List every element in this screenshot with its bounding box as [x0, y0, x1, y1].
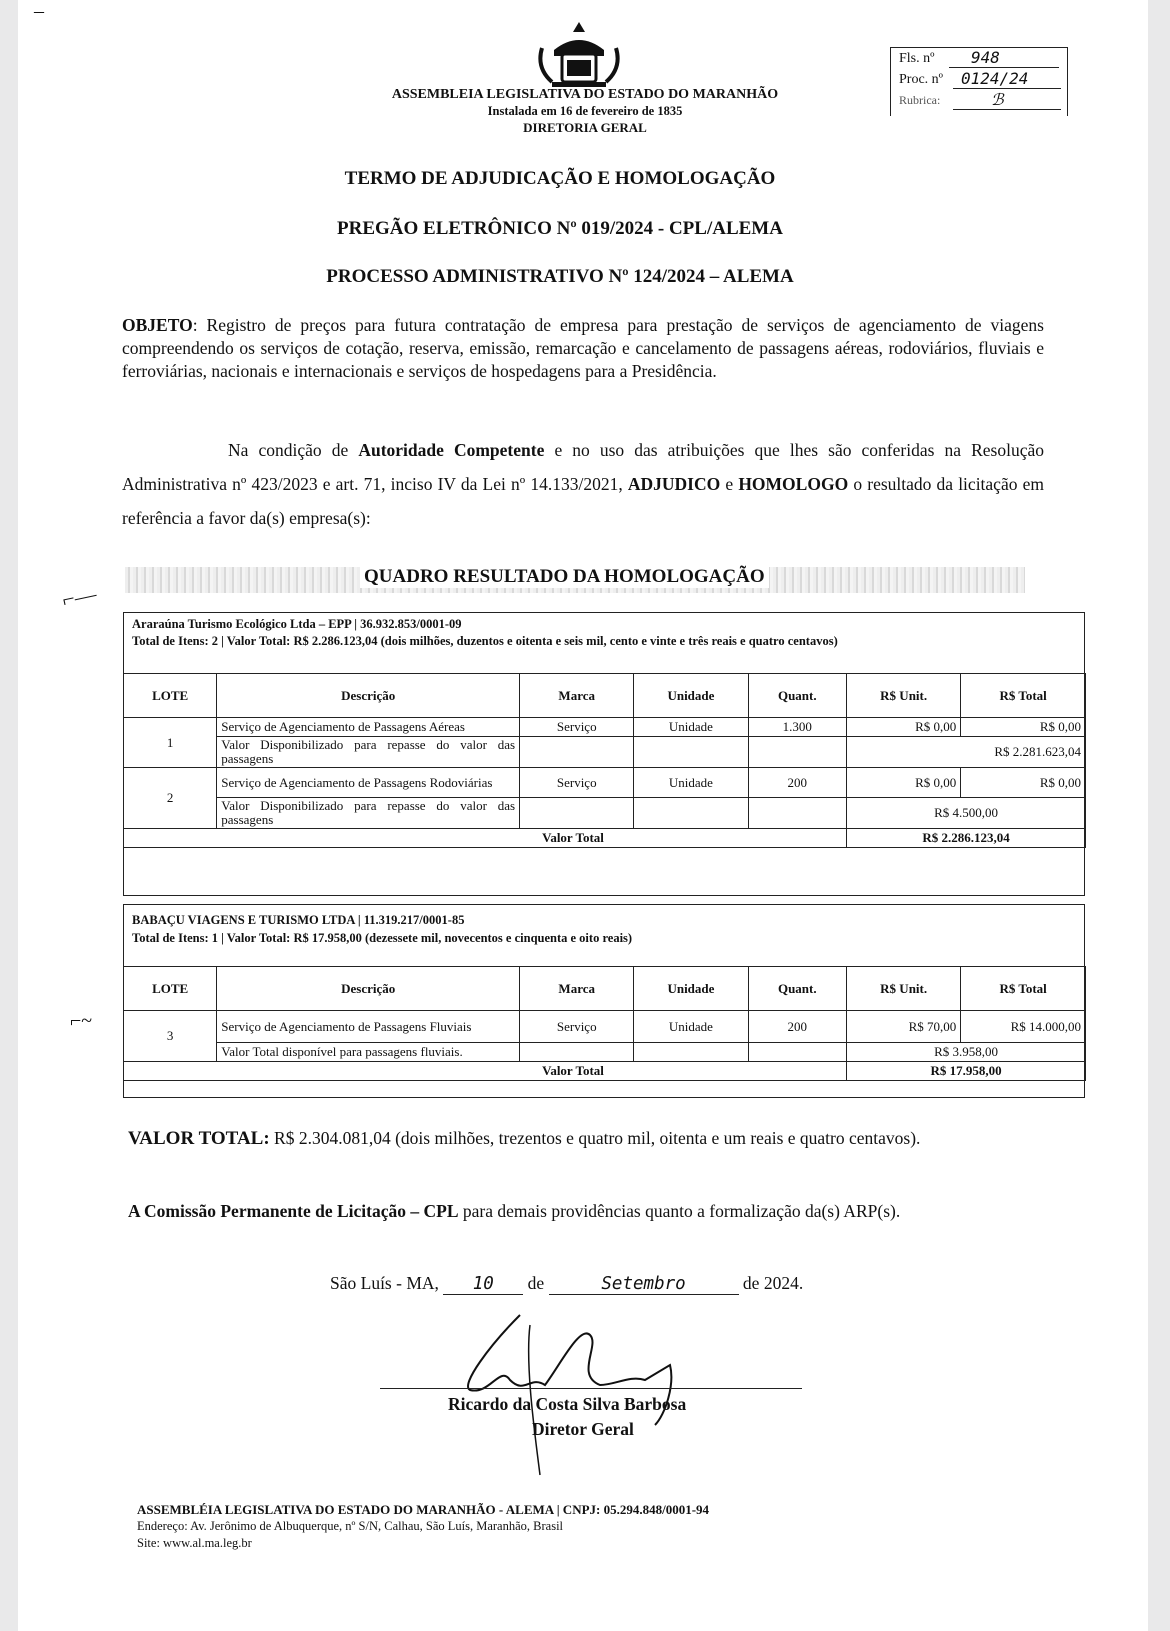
signatory-role: Diretor Geral — [532, 1419, 634, 1439]
date-month: Setembro — [549, 1274, 739, 1295]
pen-mark: ⌐~ — [70, 1010, 93, 1032]
table-row: Valor Disponibilizado para repasse do valor das passagens R$ 4.500,00 — [124, 798, 1086, 829]
folio-stamp — [890, 47, 1068, 116]
doc-title: TERMO DE ADJUDICAÇÃO E HOMOLOGAÇÃO — [344, 168, 776, 189]
company-total: Total de Itens: 2 | Valor Total: R$ 2.286.123,04 (dois milhões, duzentos e oitenta e seis mil, cento e vinte e três reais e quatro centavos) — [132, 634, 838, 648]
valor-total-row: Valor Total R$ 17.958,00 — [124, 1062, 1086, 1081]
company-name: BABAÇU VIAGENS E TURISMO LTDA | 11.319.217/0001-85 — [132, 913, 465, 927]
quadro-title: QUADRO RESULTADO DA HOMOLOGAÇÃO — [360, 566, 769, 588]
objeto-text: : Registro de preços para futura contratação de empresa para prestação de serviços de agenciamento de viagens compreendendo os serviços de cotação, reserva, emissão, remarcação e cancelamento de passagens aéreas, rodoviários, fluviais e ferroviárias, nacionais e internacionais e serviços de hospedagens para a Presidência. — [122, 315, 1044, 381]
signature-line — [380, 1388, 802, 1389]
rubrica-label: Rubrica: — [899, 93, 941, 107]
scan-mark: – — [34, 0, 44, 22]
processo-title: PROCESSO ADMINISTRATIVO Nº 124/2024 – ALEMA — [326, 266, 794, 287]
proc-value: 0124/24 — [961, 69, 1029, 88]
table-row: 2 Serviço de Agenciamento de Passagens Rodoviárias Serviço Unidade 200 R$ 0,00 R$ 0,00 — [124, 768, 1086, 798]
adjudication-paragraph: Na condição de Autoridade Competente e no uso das atribuições que lhes são conferidas na Resolução Administrativa nº 423/2023 e art. 71, inciso IV da Lei nº 14.133/2021, ADJUDICO e HOMOLOGO o resultado da licitação em referência a favor da(s) empresa(s): — [122, 440, 1044, 528]
company-name: Araraúna Turismo Ecológico Ltda – EPP | 36.932.853/0001-09 — [132, 617, 462, 631]
institution-name: ASSEMBLEIA LEGISLATIVA DO ESTADO DO MARANHÃO — [391, 87, 779, 102]
table-row: Valor Total disponível para passagens fluviais. R$ 3.958,00 — [124, 1043, 1086, 1062]
table-row: Valor Disponibilizado para repasse do valor das passagens R$ 2.281.623,04 — [124, 737, 1086, 768]
signatory-name: Ricardo da Costa Silva Barbosa — [448, 1394, 687, 1414]
table-row: 1 Serviço de Agenciamento de Passagens Aéreas Serviço Unidade 1.300 R$ 0,00 R$ 0,00 — [124, 718, 1086, 737]
company-total: Total de Itens: 1 | Valor Total: R$ 17.958,00 (dezessete mil, novecentos e cinquenta e oito reais) — [132, 931, 633, 945]
valor-total-row: Valor Total R$ 2.286.123,04 — [124, 829, 1086, 848]
date-day: 10 — [443, 1274, 523, 1295]
objeto-label: OBJETO — [122, 315, 193, 335]
directorate: DIRETORIA GERAL — [523, 120, 647, 135]
proc-label: Proc. nº — [899, 72, 944, 87]
objeto-paragraph — [122, 314, 1044, 383]
valor-total-paragraph — [128, 1125, 1048, 1152]
rubrica-value: ℬ — [991, 90, 1004, 109]
coat-of-arms-icon — [534, 20, 624, 90]
valor-total-label: VALOR TOTAL: — [128, 1128, 270, 1149]
date-line: São Luís - MA, 10 de Setembro de 2024. — [330, 1273, 804, 1294]
cpl-paragraph: A Comissão Permanente de Licitação – CPL para demais providências quanto a formalização da(s) ARP(s). — [128, 1201, 901, 1221]
installed-date: Instalada em 16 de fevereiro de 1835 — [487, 104, 683, 118]
results-table-2: LOTE Descrição Marca Unidade Quant. R$ Unit. R$ Total 3 Serviço de Agenciamento de Passagens Fluviais Serviço Unidade 200 R$ 70,00 R$ 14.000,00 Valor Total disponível para passagens fluviais. R$ 3.958,00 Valor Total R$ 17.958,00 — [123, 966, 1086, 1081]
fls-value: 948 — [971, 48, 1000, 67]
pregao-title: PREGÃO ELETRÔNICO Nº 019/2024 - CPL/ALEMA — [337, 218, 783, 239]
footer-address: Endereço: Av. Jerônimo de Albuquerque, nº S/N, Calhau, São Luís, Maranhão, Brasil — [137, 1519, 564, 1533]
pen-mark: ⌐— — [59, 580, 99, 613]
results-table-1: LOTE Descrição Marca Unidade Quant. R$ Unit. R$ Total 1 Serviço de Agenciamento de Passagens Aéreas Serviço Unidade 1.300 R$ 0,00 R$ 0,00 Valor Disponibilizado para repasse do valor das passagens R$ 2.281.623,04 2 Serviço de Agenciamento de Passagens Rodoviárias Serviço Unidade 200 R$ 0,00 R$ 0,00 Valor Disponibilizado para repasse do valor das passagens R$ 4.500,00 Valor Total R$ 2.286.123,04 — [123, 673, 1086, 848]
valor-total-text: R$ 2.304.081,04 (dois milhões, trezentos e quatro mil, oitenta e um reais e quatro centavos). — [269, 1128, 921, 1148]
footer-site: Site: www.al.ma.leg.br — [137, 1536, 252, 1550]
fls-label: Fls. nº — [899, 51, 935, 66]
table-row: 3 Serviço de Agenciamento de Passagens Fluviais Serviço Unidade 200 R$ 70,00 R$ 14.000,00 — [124, 1011, 1086, 1043]
footer-institution: ASSEMBLÉIA LEGISLATIVA DO ESTADO DO MARANHÃO - ALEMA | CNPJ: 05.294.848/0001-94 — [137, 1502, 710, 1517]
